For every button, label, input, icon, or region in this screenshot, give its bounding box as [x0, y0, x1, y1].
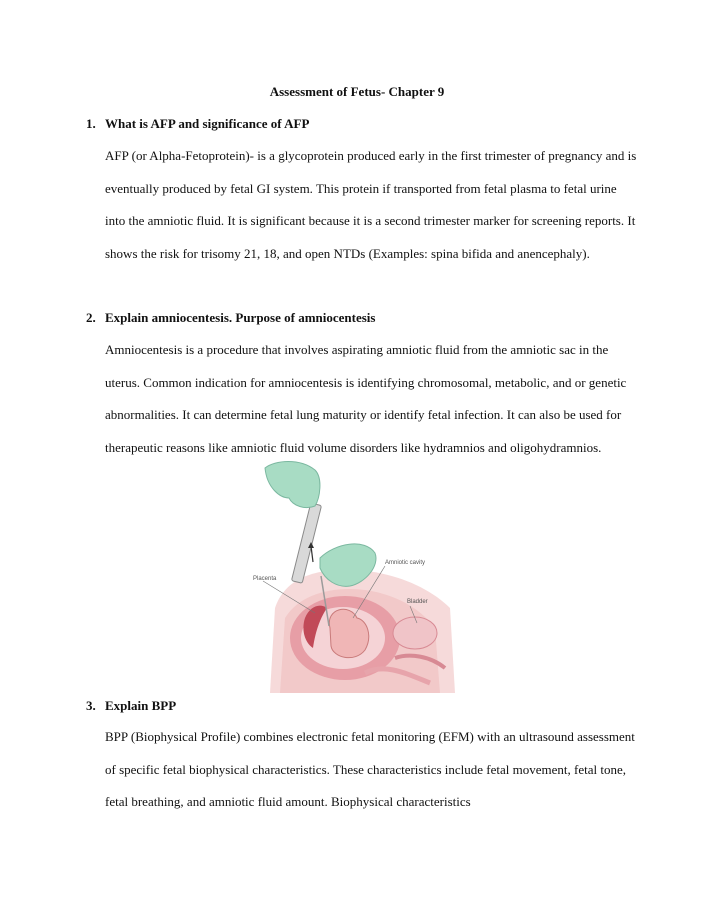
- section-1-number: 1.: [86, 116, 96, 131]
- section-2-title: Explain amniocentesis. Purpose of amniocentesis: [105, 310, 376, 325]
- section-2-body: Amniocentesis is a procedure that involves aspirating amniotic fluid from the amniotic sac in the uterus. Common indication for amniocentesis is identifying chromosomal, metabolic, and or genetic abnormalities. It can determine fetal lung maturity or identify fetal infection. It can also be used for therapeutic reasons like amniotic fluid volume disorders like hydramnios and oligohydramnios.: [105, 342, 627, 455]
- section-2-heading: [86, 310, 375, 326]
- document-title: Assessment of Fetus- Chapter 9: [269, 84, 445, 99]
- section-1-title: What is AFP and significance of AFP: [105, 116, 310, 131]
- section-3-heading: [86, 698, 176, 714]
- amniocentesis-illustration: [245, 458, 470, 693]
- bladder-label: Bladder: [407, 599, 428, 605]
- section-3-number: 3.: [86, 698, 96, 713]
- section-3-body: BPP (Biophysical Profile) combines electronic fetal monitoring (EFM) with an ultrasound assessment of specific fetal biophysical characteristics. These characteristics include fetal movement, fetal tone, fetal breathing, and amniotic fluid amount. Biophysical characteristics: [105, 729, 635, 809]
- placenta-label: Placenta: [253, 576, 277, 582]
- amniotic-cavity-label: Amniotic cavity: [385, 560, 426, 566]
- section-1-heading: [86, 116, 309, 132]
- section-1-body: AFP (or Alpha-Fetoprotein)- is a glycoprotein produced early in the first trimester of pregnancy and is eventually produced by fetal GI system. This protein if transported from fetal plasma to fetal urine into the amniotic fluid. It is significant because it is a second trimester marker for screening reports. It shows the risk for trisomy 21, 18, and open NTDs (Examples: spina bifida and anencephaly).: [105, 148, 637, 261]
- section-2-number: 2.: [86, 310, 96, 325]
- section-3-title: Explain BPP: [105, 698, 177, 713]
